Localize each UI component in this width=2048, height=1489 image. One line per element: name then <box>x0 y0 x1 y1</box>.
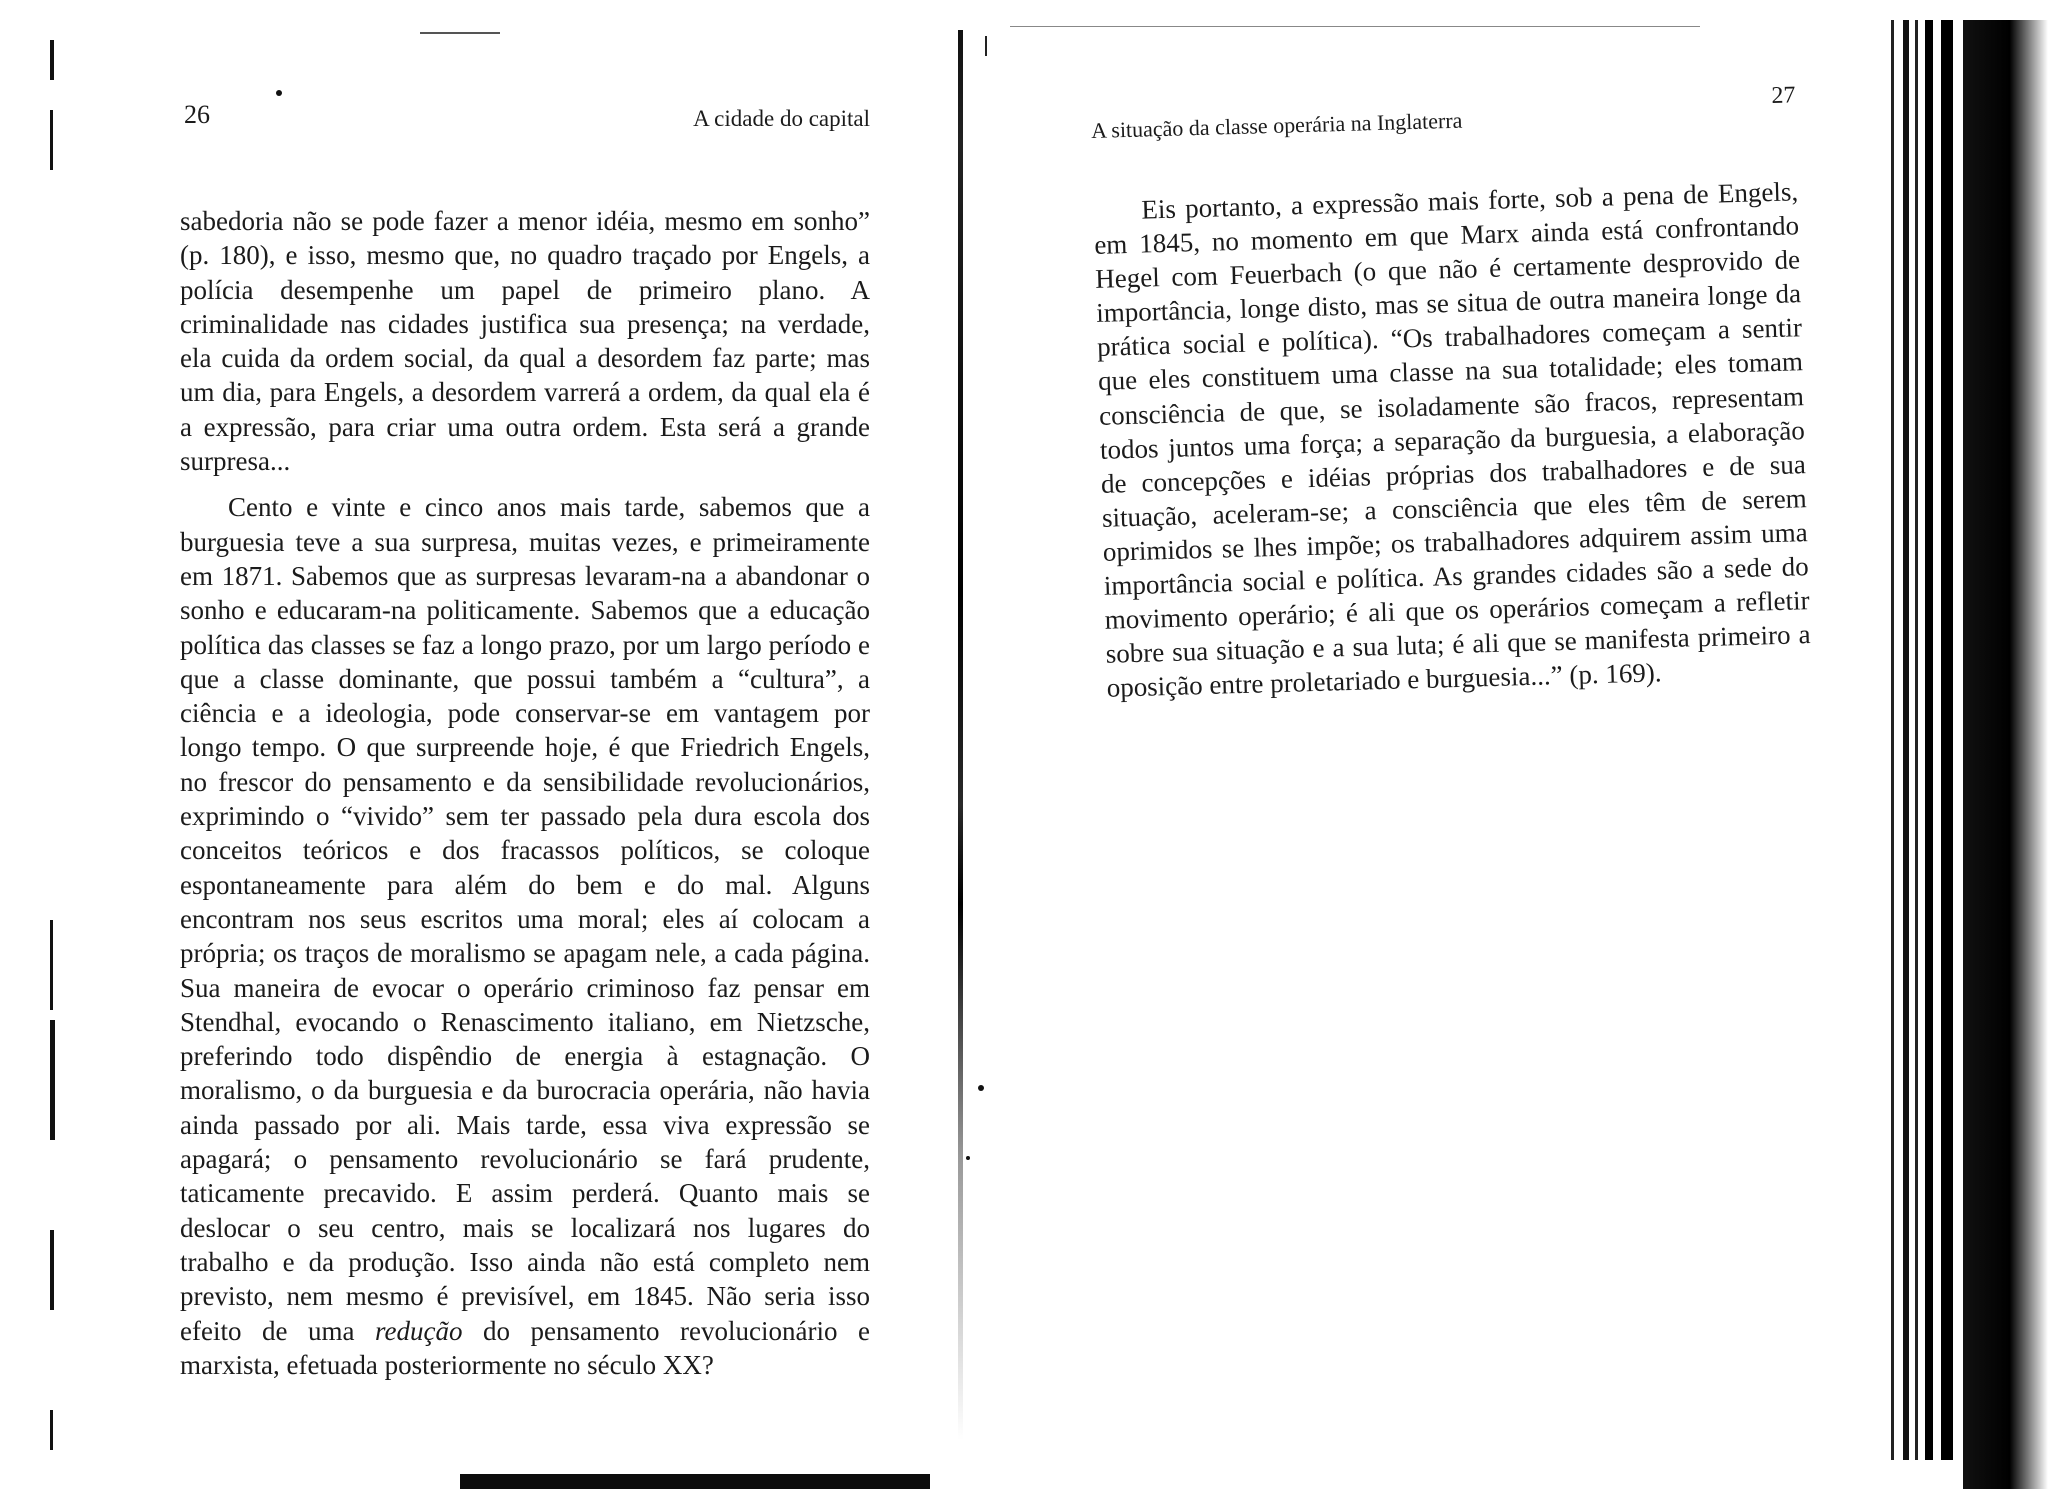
body-text <box>1093 174 1812 705</box>
scan-edge-mark <box>50 110 53 170</box>
scan-edge-mark <box>50 1230 54 1310</box>
scan-edge-mark <box>50 920 53 1010</box>
paragraph: sabedoria não se pode fazer a menor idéia, mesmo em sonho” (p. 180), e isso, mesmo que, no quadro traçado por Engels, a polícia desempenhe um papel de primeiro plano. A criminalidade nas cidades justifica sua presença; na verdade, ela cuida da ordem social, da qual a desordem faz parte; mas um dia, para Engels, a desordem varrerá a ordem, da qual ela é a expressão, para criar uma outra ordem. Esta será a grande surpresa... <box>180 206 870 477</box>
scan-speck <box>966 1156 970 1160</box>
paragraph-text: Cento e vinte e cinco anos mais tarde, sabemos que a burguesia teve a sua surpresa, muitas vezes, e primeiramente em 1871. Sabemos que as surpresas levaram-na a abandonar o sonho e educaram-na politicamente. Sabemos que a educação política das classes se faz a longo prazo, por um largo período e que a classe dominante, que possui também a “cultura”, a ciência e a ideologia, pode conservar-se em vantagem por longo tempo. O que surpreende hoje, é que Friedrich Engels, no frescor do pensamento e da sensibilidade revolucionários, exprimindo o “vivido” sem ter passado pela dura escola dos conceitos teóricos e dos fracassos políticos, se coloque espontaneamente para além do bem e do mal. Alguns encontram nos seus escritos uma moral; eles aí colocam a própria; os traços de moralismo se apagam nele, a cada página. Sua maneira de evocar o operário criminoso faz pensar em Stendhal, evocando o Renascimento italiano, em Nietzsche, preferindo todo dispêndio de energia à estagnação. O moralismo, o da burguesia e da burocracia operária, não havia ainda passado por ali. Mais tarde, essa viva expressão se apagará; o pensamento revolucionário se fará prudente, taticamente precavido. E assim perderá. Quanto mais se deslocar o seu centro, mais se localizará nos lugares do trabalho e da produção. Isso ainda não está completo nem previsto, nem mesmo é previsível, em 1845. Não seria isso efeito de uma <box>180 492 870 1346</box>
book-gutter-mark <box>985 36 987 56</box>
emphasis: redução <box>375 1315 463 1346</box>
book-page-edges <box>1885 20 2048 1489</box>
running-head <box>1090 70 1796 143</box>
running-title: A situação da classe operária na Inglaterra <box>1090 107 1463 143</box>
scan-edge-mark <box>50 40 54 80</box>
page-number: 26 <box>184 100 210 129</box>
running-title: A cidade do capital <box>693 106 870 131</box>
right-page <box>1090 70 1812 705</box>
scan-rule-top-left <box>420 32 500 34</box>
scan-speck <box>978 1085 984 1091</box>
scan-bottom-shadow <box>460 1474 930 1489</box>
page-number: 27 <box>1771 82 1796 109</box>
left-page <box>180 100 870 1382</box>
scan-edge-mark <box>50 1020 55 1140</box>
paragraph <box>180 490 870 1382</box>
scan-edge-mark <box>50 1410 53 1450</box>
book-gutter <box>958 30 963 1440</box>
body-text <box>180 204 870 1382</box>
running-head <box>180 100 870 140</box>
scan-rule-top-right <box>1010 26 1700 27</box>
scan-speck <box>276 90 282 96</box>
paragraph: Eis portanto, a expressão mais forte, sob a pena de Engels, em 1845, no momento em que Marx ainda está confrontando Hegel com Feuerbach (o que não é certamente desprovido de importância, longe disto, mas se situa de outra maneira longe da prática social e política). “Os trabalhadores começam a sentir que eles constituem uma classe na sua totalidade; eles tomam consciência de que, se isoladamente são fracos, representam todos juntos uma força; a separação da burguesia, a elaboração de concepções e idéias próprias dos trabalhadores e de sua situação, aceleram-se; a consciência que eles têm de serem oprimidos se lhes impõe; os trabalhadores adquirem assim uma importância social e política. As grandes cidades são a sede do movimento operário; é ali que os operários começam a refletir sobre sua situação e a sua luta; é ali que se manifesta primeiro a oposição entre proletariado e burguesia...” (p. 169). <box>1093 176 1811 704</box>
paragraph-text: do pensamento revolucionário e marxista, efetuada posteriormente no século XX? <box>180 1315 870 1380</box>
